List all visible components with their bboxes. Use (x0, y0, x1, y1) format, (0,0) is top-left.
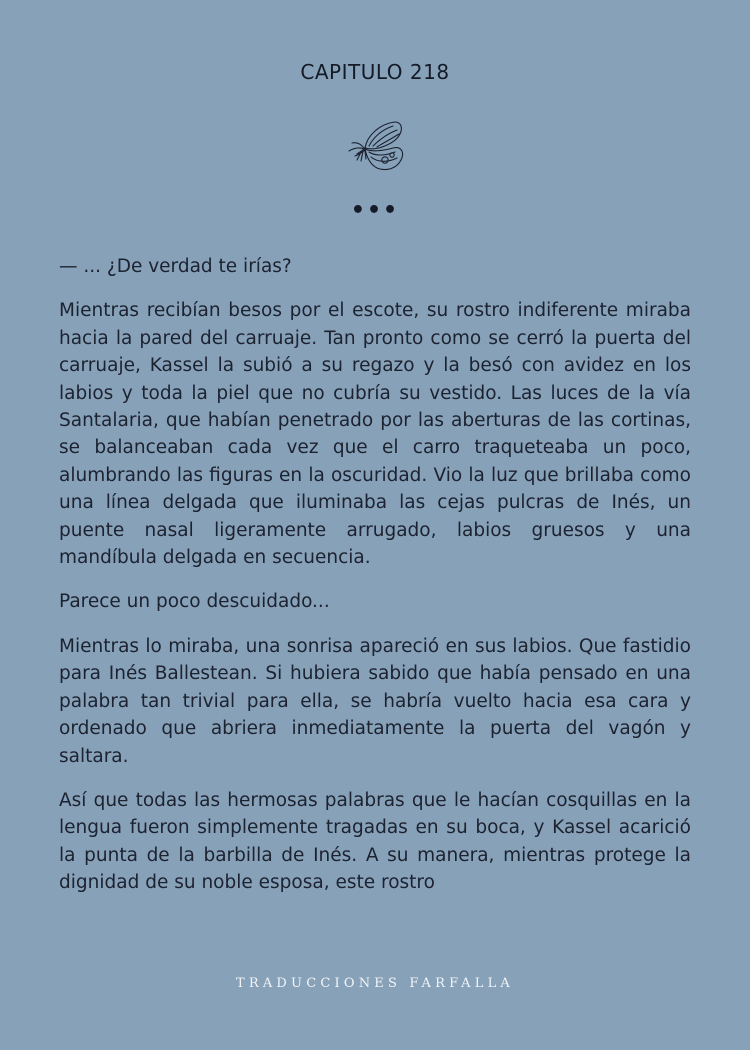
butterfly-icon (343, 118, 407, 176)
paragraph-3: Parece un poco descuidado... (59, 591, 330, 613)
section-separator: ••• (350, 198, 400, 223)
paragraph-2: Mientras recibían besos por el escote, su rostro indiferente miraba hacia la pared del carruaje. Tan pronto como se cerró la puerta del carruaje, Kassel la subió a su regazo y la besó con avidez en los labios y toda la piel que no cubría su vestido. Las luces de la vía Santalaria, que habían penetrado por las aberturas de las cortinas, se balanceaban cada vez que el carro traqueteaba un poco, alumbrando las figuras en la oscuridad. Vio la luz que brillaba como una línea delgada que iluminaba las cejas pulcras de Inés, un puente nasal ligeramente arrugado, labios gruesos y una mandíbula delgada en secuencia. (59, 300, 691, 569)
footer-credit: TRADUCCIONES FARFALLA (235, 976, 514, 991)
paragraph-4: Mientras lo miraba, una sonrisa apareció en sus labios. Que fastidio para Inés Ballestean. Si hubiera sabido que había pensado en una palabra tan trivial para ella, se habría vuelto hacia esa cara y ordenado que abriera inmediatamente la puerta del vagón y saltara. (59, 635, 691, 767)
paragraph-1: — ... ¿De verdad te irías? (59, 256, 292, 277)
chapter-title: CAPITULO 218 (300, 60, 450, 84)
chapter-body (59, 253, 691, 914)
paragraph-5: Así que todas las hermosas palabras que le hacían cosquillas en la lengua fueron simplemente tragadas en su boca, y Kassel acarició la punta de la barbilla de Inés. A su manera, mientras protege la dignidad de su noble esposa, este rostro (59, 789, 691, 894)
